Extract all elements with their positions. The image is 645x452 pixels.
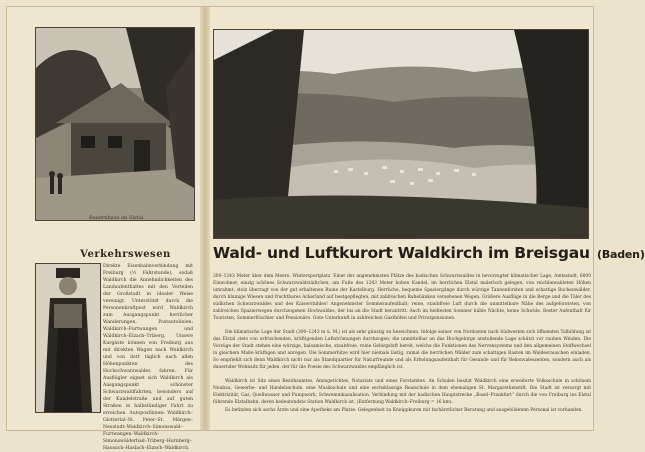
farmhouse-photo bbox=[35, 27, 195, 221]
farmhouse-caption: Bauernhaus im Elztal bbox=[89, 215, 144, 221]
headline-main: Wald- und Luftkurort Waldkirch im Breisgau bbox=[213, 244, 590, 262]
paragraph-4: Es befinden sich sechs Ärzte und eine Apotheke am Platze. Gelegenheit zu Kneippkuren mit fachärztlicher Beratung und ausgebildetem Personal ist vorhanden. bbox=[225, 408, 583, 413]
panorama-caption: Gesamtansicht von Waldkirch bbox=[343, 234, 419, 240]
paragraph-1: 300–1243 Meter über dem Meere. Wintersportplatz. Einer der angenehmsten Plätze des badischen Schwarzwaldes in bevorzugter klimatischer Lage, Amtsstadt, 6000 Einwohner, einzig schönes Schwarzwaldstädtchen, am Fuße des 1243 Meter hohen Kandel, im herrlichen Elztal malerisch gelegen, von reichbewaldeten Höhen umrahmt, stolz überragt von der gut erhaltenen Ruine der Kastelburg. Herrliche, bequeme Spaziergänge durch würzige Tannenforsten und schattige Buchenwälder, durch blumige Wiesen und fruchtbares Ackerland auf bestgepflegten, mit zahlreichen Ruhebänken versehenen Wegen. Größere Ausflüge in die Berge und die Täler des südlichen Schwarzwaldes und des Kaiserstuhles! Angenehmster Sommeraufenthalt; reine, staubfreie Luft durch die unmittelbare Nähe des aufgeforsteten, von zahlreichen Spazierwegen durchzogenen Hochwaldes, der bis an die Stadt herantritt. Auch im heißesten Sommer kühle Nächte, keine Schwüle. Bester Aufenthalt für Touristen, Sommerfrischler und Pensionäre. Gute Unterkunft in zahlreichen Gasthöfen und Privatpensionen. bbox=[213, 274, 591, 321]
transport-text: Direkte Eisenbahnverbindung mit Freiburg (½ Fahrstunde), sodaß Waldkirch die Annehmlichkeiten des Landaufenthaltes mit den Vorteilen der Großstadt in idealer Weise vereinigt. Unterstützt durch die Personenkraftpost wird Waldkirch zum Ausgangspunkt herrlicher Wanderungen. Postautolinien: Waldkirch–Furtwangen und Waldkirch–Elzach–Triberg. Unsere Kurgäste können von Freiburg aus mit direkten Wagen nach Waldkirch und von dort täglich nach allen Höhenpunkten des Hochschwarzwaldes fahren. Für Ausflügler eignet sich Waldkirch als Ausgangspunkt schönster Schwarzwaldfahrten, besonders auf der Kandelstraße und auf guten Straßen in halbstündiger Fahrt zu erreichen. Autopostlinien: Waldkirch–Glottertal–St. Peter–St. Märgen–Neustadt–Waldkirch–Simonswald–Furtwangen–Waldkirch–Simonswälderbad–Triberg–Hornberg–Hausach–Haslach–Elzach–Waldkirch. bbox=[103, 264, 193, 451]
photo-credit: Phot. Bolz bbox=[559, 234, 585, 240]
paragraph-3: Waldkirch ist Sitz eines Bezirksamtes, Amtsgerichtes, Notariats und eines Forstamtes. An Schulen besitzt Waldkirch eine erweiterte Volksschule in schönem Neubau, Gewerbe- und Handelsschule, eine Musikschule und eine sechsklassige Realschule in dem ehemaligen St. Margarethenstift. Die Stadt ist versorgt mit Elektrizität, Gas, Quellwasser und Pumpwerk, Schwemmkanalisation. Verbindung mit der badischen Hauptstrecke „Basel–Frankfurt“ durch die von Freiburg ins Elztal führende Elztalbahn, deren bedeutendste Station Waldkirch ist. (Entfernung Waldkirch–Freiburg = 16 km). bbox=[213, 379, 591, 405]
section-title: Verkehrswesen bbox=[80, 249, 171, 260]
page-fold bbox=[200, 7, 210, 430]
page-title bbox=[213, 244, 645, 262]
transport-section bbox=[35, 249, 198, 262]
brochure-sheet bbox=[6, 6, 645, 451]
costume-photo bbox=[35, 263, 101, 413]
headline-suffix: (Baden) bbox=[597, 248, 645, 261]
panorama-photo bbox=[213, 29, 589, 239]
paragraph-2: Die klimatische Lage der Stadt (300–1243 m ü. M.) ist als sehr günstig zu bezeichnen. Infolge seiner von Nordosten nach Südwesten sich öffnenden Talbildung ist das Elztal stets von erfrischenden, kräftigenden Luftströmungen durchzogen; die unmittelbar an das Hochgebirge anstoßende Lage schützt vor rauhen Winden. Die Vorzüge der Stadt stehen eine würzige, balsamische, staubfreie, reine Gebirgsluft bereit, welche die Funktionen des Nervensystems und den allgemeinen Stoffwechsel in gleichem Maße kräftigen und anregen. Die Sommerhitze wird hier niemals lästig, zumal die herrlichen Wälder zum schattigen Rasten im Waldesrauschen einladen. So empfiehlt sich denn Waldkirch nicht nur als Standquartier für Naturfreunde und als Erholungsaufenthalt für Gesunde und für Rekonvaleszenten, sondern auch als dauernder Wohnsitz für jeden, der für die Poesie des Schwarzwaldes empfänglich ist. bbox=[213, 330, 591, 370]
